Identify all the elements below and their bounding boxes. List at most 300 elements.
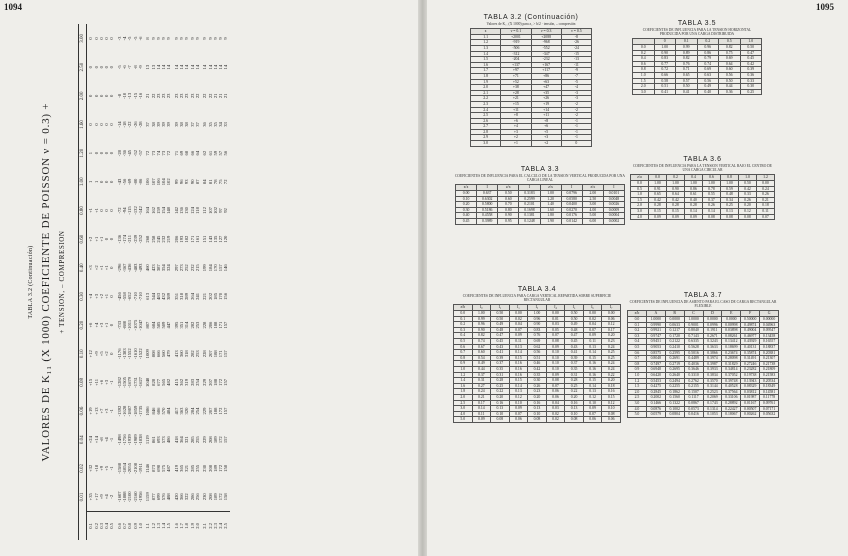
table-cell: +2001 bbox=[501, 34, 531, 40]
kzz-cell: 39 38 38 37 37 bbox=[173, 122, 200, 127]
table-cell: 0.28 bbox=[649, 203, 667, 209]
table-cell: 0.1381 bbox=[519, 213, 540, 219]
table-cell: 2.0 bbox=[471, 85, 501, 91]
kzz-row-group bbox=[87, 24, 116, 540]
table-cell: 0.6948 bbox=[646, 367, 665, 373]
table-header-cell: 0.8 bbox=[721, 175, 739, 181]
table-cell: 0.06 bbox=[546, 394, 565, 400]
table-cell: 0.40528 bbox=[722, 384, 741, 390]
kzz-cell: 1159 877 699 576 488 bbox=[145, 492, 172, 502]
table-cell: 0.21583 bbox=[760, 372, 779, 378]
table-cell: 0.35 bbox=[565, 366, 584, 372]
table-cell: 0.37052 bbox=[722, 372, 741, 378]
table-cell: 0.76 bbox=[528, 333, 547, 339]
table-cell: 0.11 bbox=[472, 411, 491, 417]
table-grid bbox=[630, 174, 775, 220]
table-cell: 0.74 bbox=[697, 61, 719, 67]
table-cell: 0.26 bbox=[739, 197, 757, 203]
table-cell: 0.31 bbox=[491, 372, 510, 378]
table-header-cell: E bbox=[722, 311, 741, 317]
table-3-6 bbox=[630, 156, 775, 220]
table-header-cell: I₁ bbox=[491, 305, 510, 311]
table-header-cell: z bbox=[471, 29, 501, 35]
table-cell: 0.3144 bbox=[703, 384, 722, 390]
table-cell: 0.25 bbox=[602, 355, 621, 361]
table-cell: 0.2671 bbox=[703, 333, 722, 339]
table-cell: 0.09761 bbox=[760, 400, 779, 406]
table-cell: 0.15 bbox=[602, 394, 621, 400]
table-cell: 0.59 bbox=[721, 186, 739, 192]
table-cell: 0.15 bbox=[667, 208, 685, 214]
table-cell: 0.20 bbox=[565, 394, 584, 400]
kzz-cell: 230 208 189 172 158 bbox=[202, 464, 229, 472]
table-cell: 0.12 bbox=[602, 322, 621, 328]
table-cell: 1.00 bbox=[654, 45, 676, 51]
table-cell: 0.11 bbox=[583, 338, 602, 344]
table-cell: 1.6 bbox=[454, 383, 473, 389]
table-cell: 0.9 bbox=[628, 367, 647, 373]
table-cell: 0.49004 bbox=[741, 328, 760, 334]
table-cell: +63 bbox=[531, 79, 561, 85]
table-header-cell: 0.2 bbox=[697, 39, 719, 45]
table-cell: 0.33 bbox=[740, 78, 762, 84]
table-cell: 0.13412 bbox=[722, 339, 741, 345]
kzz-values-table bbox=[78, 24, 230, 540]
table-cell: 0.20 bbox=[528, 394, 547, 400]
table-cell: 0.3 bbox=[628, 333, 647, 339]
table-cell: 0.00 bbox=[757, 181, 775, 187]
table-title: TABLA 3.5 bbox=[677, 20, 717, 27]
table-cell: 0.46 bbox=[528, 361, 547, 367]
table-cell: 0.65 bbox=[649, 192, 667, 198]
table-cell: 0.14 bbox=[472, 406, 491, 412]
table-cell: 1.00 bbox=[649, 181, 667, 187]
table-cell: 0.51 bbox=[654, 84, 676, 90]
table-3-4 bbox=[453, 286, 621, 423]
table-cell: 0.28 bbox=[565, 378, 584, 384]
table-cell: 0.57 bbox=[676, 78, 698, 84]
table-cell: 0.9001 bbox=[684, 322, 703, 328]
table-cell: 0.16 bbox=[509, 372, 528, 378]
table-cell: 0.0996 bbox=[703, 322, 722, 328]
table-cell: 0.3866 bbox=[703, 350, 722, 356]
table-cell: 0.16 bbox=[565, 400, 584, 406]
table-cell: 1.4 bbox=[471, 51, 501, 57]
table-row bbox=[631, 214, 775, 220]
table-cell: 0.50 bbox=[676, 84, 698, 90]
table-row bbox=[454, 350, 621, 356]
table-cell: 0.00998 bbox=[722, 322, 741, 328]
table-cell: 0.2122 bbox=[665, 339, 684, 345]
kzz-header-cell: 0.10 bbox=[79, 339, 87, 368]
table-cell: 0.0796 bbox=[561, 191, 582, 197]
table-cell: 1.9 bbox=[471, 79, 501, 85]
kzz-cell: 151 143 135 127 120 bbox=[202, 235, 229, 243]
table-cell: +3 bbox=[531, 135, 561, 141]
table-cell: 0.64 bbox=[719, 61, 741, 67]
table-cell: 0.54 bbox=[472, 355, 491, 361]
table-cell: 0.99 bbox=[472, 316, 491, 322]
table-cell: 1.40 bbox=[540, 202, 561, 208]
table-cell: 0.08329 bbox=[741, 384, 760, 390]
kzz-cell: 229 207 188 172 157 bbox=[202, 407, 229, 415]
table-cell: -506 bbox=[501, 45, 531, 51]
kzz-cell: -5 -6 -7 -8 -9 bbox=[116, 65, 143, 70]
table-cell: 0.2255 bbox=[665, 384, 684, 390]
table-cell: 0.7143 bbox=[684, 333, 703, 339]
table-cell: +6 bbox=[501, 118, 531, 124]
table-cell: 5.0 bbox=[628, 412, 647, 418]
kzz-header-cell: 0.06 bbox=[79, 397, 87, 426]
table-cell: 3.0 bbox=[454, 406, 473, 412]
table-cell: -312 bbox=[501, 51, 531, 57]
table-cell: 0.14581 bbox=[760, 389, 779, 395]
table-header-cell: z/x bbox=[498, 185, 519, 191]
table-cell: 0.2069 bbox=[703, 395, 722, 401]
table-cell: 1.20 bbox=[540, 196, 561, 202]
table-cell: 0.9921 bbox=[646, 328, 665, 334]
table-cell: 0.0633 bbox=[665, 322, 684, 328]
table-cell: 0.28 bbox=[667, 203, 685, 209]
table-cell: 0.41 bbox=[676, 89, 698, 95]
table-cell: 1.0 bbox=[633, 72, 655, 78]
table-cell: 0.04 bbox=[546, 400, 565, 406]
table-cell: 0.11 bbox=[757, 208, 775, 214]
table-cell: 0.12 bbox=[739, 208, 757, 214]
kzz-header-cell: 0.30 bbox=[79, 282, 87, 311]
table-cell: -9 bbox=[561, 68, 591, 74]
table-cell: 0.08 bbox=[546, 338, 565, 344]
table-header-cell: I bbox=[561, 185, 582, 191]
table-row bbox=[454, 400, 621, 406]
table-cell: 0.5186 bbox=[477, 207, 498, 213]
table-row bbox=[454, 389, 621, 395]
table-cell: 0.6335 bbox=[684, 339, 703, 345]
kzz-cell: 1 0 0 0 0 bbox=[88, 152, 115, 155]
table-cell: 0.90 bbox=[472, 327, 491, 333]
table-cell: 0.30 bbox=[740, 84, 762, 90]
table-cell: 0.0002 bbox=[603, 218, 624, 224]
table-header-cell: I bbox=[477, 185, 498, 191]
kzz-row-group bbox=[144, 24, 172, 540]
table-cell: 0.78 bbox=[703, 186, 721, 192]
kzz-cell: +1 +1 0 0 0 bbox=[88, 208, 115, 213]
table-cell: 0.30 bbox=[456, 207, 477, 213]
table-cell: 0.24 bbox=[602, 366, 621, 372]
table-cell: 0.0004 bbox=[603, 213, 624, 219]
table-cell: 0.6 bbox=[454, 344, 473, 350]
table-cell: 1.7 bbox=[471, 68, 501, 74]
kzz-cell: 199 184 170 157 146 bbox=[202, 264, 229, 272]
table-cell: -11 bbox=[561, 62, 591, 68]
table-cell: 4.0 bbox=[631, 214, 649, 220]
kzz-cell: 417 363 320 284 254 bbox=[173, 407, 200, 415]
table-cell: 1.2 bbox=[454, 372, 473, 378]
table-cell: 2.9 bbox=[471, 135, 501, 141]
table-cell: 0.43 bbox=[565, 344, 584, 350]
table-cell: 0.42 bbox=[649, 197, 667, 203]
table-cell: 0.58 bbox=[654, 78, 676, 84]
table-cell: +71 bbox=[501, 73, 531, 79]
table-cell: 0.2762 bbox=[684, 378, 703, 384]
table-cell: 0.6420 bbox=[646, 372, 665, 378]
table-cell: 0.0176 bbox=[561, 213, 582, 219]
table-header-cell: z/x bbox=[456, 185, 477, 191]
table-cell: 0.90 bbox=[667, 186, 685, 192]
table-header-cell: 1.0 bbox=[739, 175, 757, 181]
table-cell: 0.00000 bbox=[760, 317, 779, 323]
table-header-cell: I₆ bbox=[583, 305, 602, 311]
table-cell: +2088 bbox=[531, 34, 561, 40]
kzz-header-cell: 1.20 bbox=[79, 139, 87, 168]
table-cell: 0.09 bbox=[546, 372, 565, 378]
table-cell: 0.77 bbox=[654, 61, 676, 67]
table-cell: -8 bbox=[561, 34, 591, 40]
table-cell: -2 bbox=[561, 101, 591, 107]
table-cell: +38 bbox=[501, 85, 531, 91]
table-header-cell: I₃ bbox=[528, 305, 547, 311]
table-cell: 0.25 bbox=[740, 89, 762, 95]
table-cell: 0.37564 bbox=[722, 389, 741, 395]
table-cell: 0.4 bbox=[454, 333, 473, 339]
table-header-cell: F bbox=[741, 311, 760, 317]
rotated-table-region bbox=[20, 14, 412, 550]
kzz-cell: +19 +13 +7 +3 -1 bbox=[88, 407, 115, 415]
table-cell: 0.43929 bbox=[741, 339, 760, 345]
kzz-header-cell: 3.00 bbox=[79, 24, 87, 53]
table-cell: 0.60 bbox=[472, 350, 491, 356]
kzz-cell: 230 208 189 172 158 bbox=[202, 493, 229, 501]
kzz-cell: -14 -18 -22 -26 -28 bbox=[116, 121, 143, 128]
table-header-cell: D bbox=[703, 311, 722, 317]
table-header-cell: 0.1 bbox=[676, 39, 698, 45]
table-cell: 0.08 bbox=[721, 214, 739, 220]
table-cell: 0.20534 bbox=[760, 378, 779, 384]
table-cell: 0.20 bbox=[602, 378, 621, 384]
table-cell: 0.50 bbox=[491, 311, 510, 317]
table-cell: 0.3633 bbox=[703, 344, 722, 350]
table-cell: 0.86 bbox=[697, 50, 719, 56]
table-cell: 0.20 bbox=[491, 394, 510, 400]
table-cell: +52 bbox=[501, 79, 531, 85]
table-cell: 0.1322 bbox=[665, 400, 684, 406]
table-cell: 0.28098 bbox=[722, 356, 741, 362]
table-cell: 0.07 bbox=[583, 327, 602, 333]
table-cell: 0.02 bbox=[546, 417, 565, 423]
table-cell: 1.2 bbox=[628, 378, 647, 384]
table-cell: 0.47 bbox=[565, 333, 584, 339]
table-cell: 0.21809 bbox=[760, 367, 779, 373]
table-cell: 0.39 bbox=[491, 355, 510, 361]
table-cell: 0.91 bbox=[649, 186, 667, 192]
table-header-cell: ν = 0.1 bbox=[501, 29, 531, 35]
table-cell: -3 bbox=[561, 90, 591, 96]
table-cell: 0.45 bbox=[740, 56, 762, 62]
table-cell: 0.00 bbox=[583, 311, 602, 317]
table-header-cell: I₅ bbox=[565, 305, 584, 311]
table-cell: -5 bbox=[561, 79, 591, 85]
table-cell: 0.80 bbox=[498, 207, 519, 213]
table-cell: 0.90 bbox=[654, 50, 676, 56]
table-cell: 0.48 bbox=[491, 327, 510, 333]
table-cell: 1.4 bbox=[454, 378, 473, 384]
table-cell: 0.2155 bbox=[684, 384, 703, 390]
kzz-cell: -72 -94 -115 -132 -142 bbox=[116, 206, 143, 215]
table-cell: 2.7 bbox=[471, 124, 501, 130]
table-cell: 0.3310 bbox=[684, 372, 703, 378]
table-cell: 0.1720 bbox=[665, 333, 684, 339]
table-cell: 2.00 bbox=[582, 191, 603, 197]
table-cell: 1.90 bbox=[540, 218, 561, 224]
table-cell: 0.56 bbox=[697, 78, 719, 84]
table-cell: 1.1 bbox=[471, 34, 501, 40]
kzz-cell: -1392 -1628 -1807 -1859 -1735 bbox=[116, 405, 143, 417]
kzz-cell: +3 +2 +1 +1 0 bbox=[88, 265, 115, 271]
table-header-cell: 1.0 bbox=[740, 39, 762, 45]
table-cell: 0.0579 bbox=[646, 412, 665, 418]
table-cell: 0.15 bbox=[509, 378, 528, 384]
kzz-cell: 228 206 188 171 157 bbox=[202, 321, 229, 329]
table-subtitle: COEFICIENTES DE INFLUENCIA PARA LA TENSION VERTICAL BAJO EL CENTRO DE UNA CARGA CIRCULAR bbox=[632, 164, 772, 173]
table-cell: 0.14 bbox=[509, 383, 528, 389]
table-cell: 0.72 bbox=[654, 67, 676, 73]
table-cell: 0.51 bbox=[528, 355, 547, 361]
table-cell: 0.06 bbox=[546, 389, 565, 395]
table-row bbox=[628, 412, 779, 418]
table-cell: 0.3989 bbox=[477, 218, 498, 224]
kzz-cell: 460 423 387 354 324 bbox=[145, 264, 172, 272]
table-cell: 0.13 bbox=[565, 406, 584, 412]
table-cell: 0.2691 bbox=[665, 356, 684, 362]
table-cell: -552 bbox=[531, 45, 561, 51]
kzz-header-cell bbox=[79, 511, 87, 540]
table-header-cell: 1.2 bbox=[757, 175, 775, 181]
table-header-cell: 0.5 bbox=[719, 39, 741, 45]
table-header-cell: z/b bbox=[454, 305, 473, 311]
table-cell: 0.25 bbox=[491, 383, 510, 389]
table-cell: 0.0 bbox=[628, 317, 647, 323]
table-cell: 0.36 bbox=[740, 72, 762, 78]
table-cell: 0.06 bbox=[583, 417, 602, 423]
kzz-cell: 21 22 23 23 23 bbox=[145, 93, 172, 99]
table-cell: 0.06 bbox=[509, 417, 528, 423]
table-cell: 0.637 bbox=[477, 191, 498, 197]
table-cell: 1.00 bbox=[703, 181, 721, 187]
table-cell: +86 bbox=[531, 73, 561, 79]
table-cell: 0.90 bbox=[528, 322, 547, 328]
table-cell: 0.10 bbox=[491, 411, 510, 417]
table-cell: 6.00 bbox=[582, 218, 603, 224]
table-cell: 0.25 bbox=[721, 203, 739, 209]
kzz-cell: 418 364 321 285 255 bbox=[173, 436, 200, 444]
kzz-cell: 419 365 321 285 255 bbox=[173, 464, 200, 472]
kzz-row-label: 0.6 0.7 0.8 0.9 1.0 bbox=[116, 511, 144, 540]
table-cell: 0.10 bbox=[546, 355, 565, 361]
table-row bbox=[454, 366, 621, 372]
table-cell: 0.34 bbox=[721, 197, 739, 203]
table-cell: -4 bbox=[561, 85, 591, 91]
table-cell: -13 bbox=[561, 57, 591, 63]
table-cell: 0.21 bbox=[472, 394, 491, 400]
table-title: TABLA 3.4 bbox=[517, 286, 557, 293]
kzz-cell: +24 +14 +8 +4 -1 bbox=[88, 436, 115, 444]
table-cell: 0.1698 bbox=[519, 207, 540, 213]
table-cell: 0.1560 bbox=[665, 395, 684, 401]
kzz-header-cell: 0.40 bbox=[79, 253, 87, 282]
kzz-cell: -1498 -1756 -1939 -1989 -1838 bbox=[116, 434, 143, 446]
table-row bbox=[454, 394, 621, 400]
table-cell: +5 bbox=[531, 129, 561, 135]
table-row bbox=[454, 355, 621, 361]
table-cell: 2.0 bbox=[454, 394, 473, 400]
table-cell: 2.5 bbox=[454, 400, 473, 406]
table-cell: 0.75 bbox=[719, 50, 741, 56]
table-cell: 1.00 bbox=[540, 191, 561, 197]
table-cell: 0.5628 bbox=[684, 344, 703, 350]
table-subtitle: COEFICIENTES DE INFLUENCIA PARA CARGA VERTICAL REPARTIDA SOBRE SUPERFICIE RECTANGULAR bbox=[462, 294, 612, 303]
table-cell: 0.27246 bbox=[741, 361, 760, 367]
table-cell: 0.45 bbox=[491, 338, 510, 344]
kzz-cell: 1086 846 686 570 484 bbox=[145, 406, 172, 416]
table-cell: 0.4 bbox=[628, 339, 647, 345]
table-cell: 1.8 bbox=[471, 73, 501, 79]
table-cell: 1.0 bbox=[454, 366, 473, 372]
table-title: TABLA 3.7 bbox=[683, 292, 723, 299]
table-cell: 0.48 bbox=[721, 192, 739, 198]
table-cell: 0.42 bbox=[739, 186, 757, 192]
table-cell: 0.16 bbox=[583, 361, 602, 367]
table-cell: 0.00 bbox=[456, 191, 477, 197]
table-cell: 0.56 bbox=[719, 72, 741, 78]
table-cell: 0.22 bbox=[602, 372, 621, 378]
table-cell: 0.49 bbox=[565, 322, 584, 328]
table-cell: 0.22427 bbox=[722, 406, 741, 412]
table-cell: 0.33106 bbox=[722, 395, 741, 401]
kzz-cell: 1119 861 693 573 486 bbox=[145, 435, 172, 445]
table-cell: 1.00 bbox=[472, 311, 491, 317]
table-cell: 0.50000 bbox=[741, 317, 760, 323]
kzz-cell: 14 14 14 14 14 bbox=[173, 64, 200, 70]
table-row bbox=[471, 141, 592, 147]
table-caption-sign: + TENSION, – COMPRESION bbox=[58, 230, 66, 334]
table-cell: 0.8048 bbox=[646, 356, 665, 362]
kzz-cell: -43 -56 -69 -80 -86 bbox=[116, 178, 143, 185]
table-cell: 0.8575 bbox=[646, 350, 665, 356]
table-cell: 0.20381 bbox=[760, 350, 779, 356]
kzz-cell: 99 96 93 90 87 bbox=[173, 179, 200, 185]
kzz-cell: 37 38 39 39 39 bbox=[145, 122, 172, 127]
table-cell: 0.01 bbox=[546, 316, 565, 322]
table-header-cell: I₇ bbox=[602, 305, 621, 311]
table-cell: +35 bbox=[531, 90, 561, 96]
table-cell: 0.49 bbox=[491, 322, 510, 328]
table-cell: -2 bbox=[561, 107, 591, 113]
table-cell: 0.1 bbox=[454, 316, 473, 322]
table-cell: 0.10 bbox=[602, 406, 621, 412]
table-cell: 2.5 bbox=[471, 113, 501, 119]
table-cell: 0.50 bbox=[491, 316, 510, 322]
table-cell: 0.60 bbox=[498, 196, 519, 202]
table-subtitle: COEFICIENTES DE INFLUENCIA PARA LA TENSION HORIZONTAL PRODUCIDA POR UNA CARGA DISTRIBUIDA bbox=[642, 28, 752, 37]
table-cell: 0.2523 bbox=[703, 389, 722, 395]
table-cell: 0.06 bbox=[602, 417, 621, 423]
kzz-cell: 36 35 35 34 33 bbox=[202, 122, 229, 127]
table-cell: 0.0580 bbox=[561, 196, 582, 202]
table-cell: 0.90 bbox=[498, 213, 519, 219]
table-cell: 0.63 bbox=[697, 72, 719, 78]
table-cell: 0.50 bbox=[565, 316, 584, 322]
table-cell: 5.0 bbox=[454, 417, 473, 423]
